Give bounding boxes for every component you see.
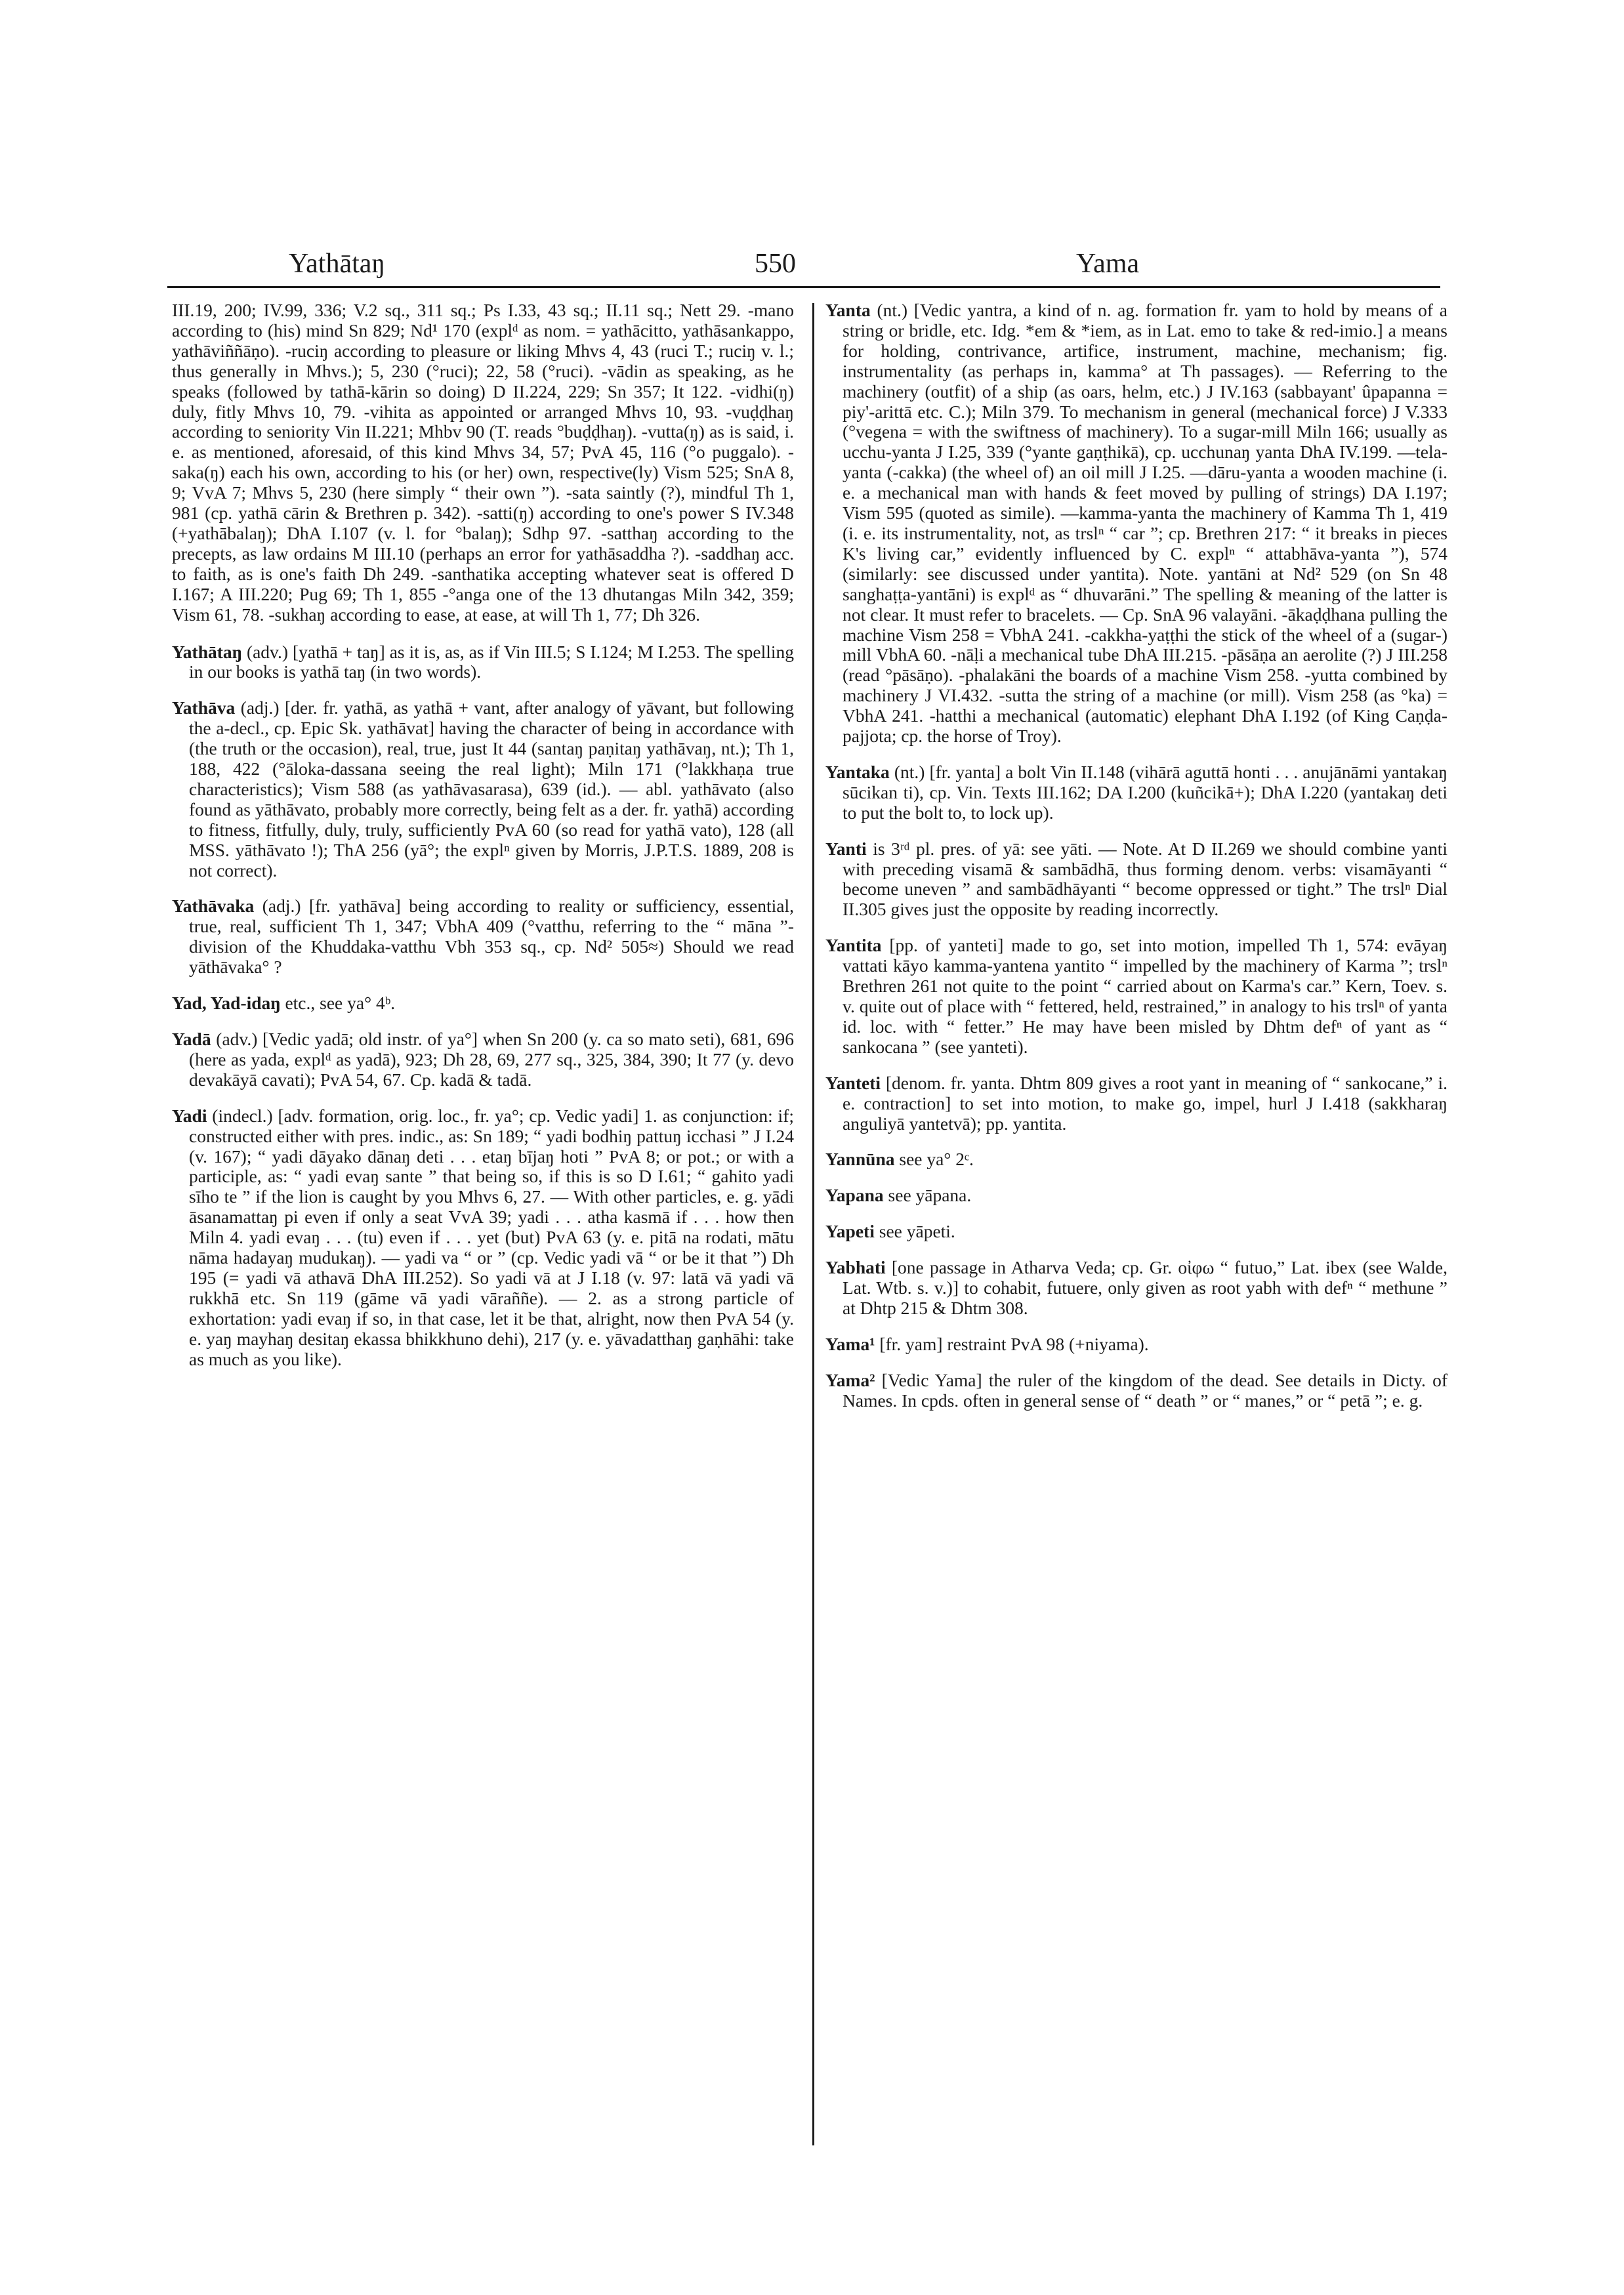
left-running-headword: Yathātaŋ <box>289 249 386 279</box>
entry-headword: Yama² <box>825 1369 875 1390</box>
entry-headword: Yanta <box>825 300 871 320</box>
entry-headword: Yathātaŋ <box>172 641 242 662</box>
entry-headword: Yad, Yad-idaŋ <box>172 993 281 1014</box>
entry-headword: Yadā <box>172 1029 211 1049</box>
entry-headword: Yapana <box>825 1185 884 1206</box>
entry-headword: Yathāvaka <box>172 896 255 917</box>
right-running-headword: Yama <box>1076 249 1140 279</box>
dictionary-entry <box>172 1029 794 1090</box>
dictionary-entry <box>825 1258 1447 1319</box>
entry-text: (nt.) [fr. yanta] a bolt Vin II.148 (vihārā aguttā honti . . . anujānāmi yantakaŋ sūcikan ti), cp. Vin. Texts III.162; DA I.200 (kuñcikā+); DhA I.220 (yantakaŋ deti to put the bolt to, to lock up). <box>843 761 1448 823</box>
entry-headword: Yanteti <box>825 1072 881 1093</box>
page-number: 550 <box>755 249 796 279</box>
entry-headword: Yanti <box>825 838 867 859</box>
dictionary-entry <box>172 642 794 683</box>
entry-headword: Yapeti <box>825 1221 875 1242</box>
dictionary-entry <box>825 1073 1447 1134</box>
entry-text: is 3ʳᵈ pl. pres. of yā: see yāti. — Note. At D II.269 we should combine yanti with preceding visamā & sambādhā, thus forming denom. verbs: visamāyanti “ become uneven ” and sambādhāyanti “ become oppressed or tight.” The trslⁿ Dial II.305 gives just the opposite by reading incorrectly. <box>843 838 1447 920</box>
entry-headword: Yannūna <box>825 1149 895 1170</box>
dictionary-entry <box>172 993 794 1014</box>
dictionary-entry <box>825 839 1447 920</box>
entry-text: etc., see ya° 4ᵇ. <box>285 993 396 1014</box>
header-rule <box>167 286 1440 288</box>
entry-text: (adj.) [der. fr. yathā, as yathā + vant, after analogy of yāvant, but following the a-decl., cp. Epic Sk. yathāvat] having the character of being in accordance with (the truth or the occasion), real, true, just It 44 (santaŋ paṇitaŋ yathāvaŋ, nt.); Th 1, 188, 422 (°āloka-dassana seeing the real light); Miln 171 (°lakkhaṇa true characteristics); Vism 588 (as yathāvasarasa), 639 (id.). — abl. yathāvato (also found as yāthāvato, probably more correctly, being felt as a der. fr. yathā) according to fitness, fitfully, duly, truly, sufficiently PvA 60 (so read for yathā vato), 128 (all MSS. yāthāvato !); ThA 256 (yā°; the explⁿ given by Morris, J.P.T.S. 1889, 208 is not correct). <box>189 697 795 880</box>
entry-text: (indecl.) [adv. formation, orig. loc., fr. ya°; cp. Vedic yadi] 1. as conjunction: if; constructed either with pres. indic., as: Sn 189; “ yadi bodhiŋ pattuŋ icchasi ” J I.24 (v. 167); “ yadi dāyako dānaŋ deti . . . etaŋ bījaŋ hoti ” PvA 8; or pot.; or with a participle, as: “ yadi evaŋ sante ” that being so, if this is so D I.61; “ gahito yadi sīho te ” if the lion is caught by you Mhvs 6, 27. — With other particles, e. g. yādi āsanamattaŋ pi even if only a seat VvA 39; yadi . . . atha kasmā if . . . how then Miln 4. yadi evaŋ . . . (tu) even if . . . yet (but) PvA 63 (y. e. pitā na rodati, mātu nāma hadayaŋ mudukaŋ). — yadi va “ or ” (cp. Vedic yadi vā “ or be it that ”) Dh 195 (= yadi vā athavā DhA III.252). So yadi vā at J I.18 (v. 97: latā vā yadi vā rukkhā etc. Sn 119 (gāme vā yadi vāraññe). — 2. as a strong particle of exhortation: yadi evaŋ if so, in that case, let it be that, alright, now then PvA 54 (y. e. yaŋ mayhaŋ desitaŋ ekassa bhikkhuno dehi), 217 (y. e. yāvadatthaŋ gaṇhāhi: take as much as you like). <box>189 1105 794 1369</box>
dictionary-entry <box>825 1334 1447 1355</box>
entry-text: [pp. of yanteti] made to go, set into motion, impelled Th 1, 574: evāyaŋ vattati kāyo kamma-yantena yantito “ impelled by the machinery of Karma ”; trslⁿ Brethren 261 not quite to the point “ carried about on Karma's car.” Kern, Toev. s. v. quite out of place with “ fettered, held, restrained,” in analogy to his trslⁿ of yanta id. loc. with “ fetter.” He may have been misled by Dhtm defⁿ of yant as “ sankocana ” (see yanteti). <box>843 935 1447 1057</box>
page-header <box>164 244 1444 290</box>
dictionary-entry <box>172 1106 794 1370</box>
entry-text: III.19, 200; IV.99, 336; V.2 sq., 311 sq.; Ps I.33, 43 sq.; II.11 sq.; Nett 29. -mano according to (his) mind Sn 829; Nd¹ 170 (explᵈ as nom. = yathācitto, yathāsankappo, yathāviññāṇo). -ruciŋ according to pleasure or liking Mhvs 4, 43 (ruci T.; ruciŋ v. l.; thus generally in Mhvs.); 5, 230 (°ruci); 22, 58 (°ruci). -vādin as speaking, as he speaks (followed by tathā-kārin so doing) D II.224, 229; Sn 357; It 122. -vidhi(ŋ) duly, fitly Mhvs 10, 79. -vihita as appointed or arranged Mhvs 10, 93. -vuḍḍhaŋ according to seniority Vin II.221; Mhbv 90 (T. reads °buḍḍhaŋ). -vutta(ŋ) as is said, i. e. as mentioned, aforesaid, of this kind Mhvs 34, 57; PvA 45, 116 (°o puggalo). -saka(ŋ) each his own, according to his (or her) own, respective(ly) Vism 525; SnA 8, 9; VvA 7; Mhvs 5, 230 (here simply “ their own ”). -sata saintly (?), mindful Th 1, 981 (cp. yathā cārin & Brethren p. 342). -satti(ŋ) according to one's power S IV.348 (+yathābalaŋ); DhA I.107 (v. l. for °balaŋ); Sdhp 97. -satthaŋ according to the precepts, as law ordains M III.10 (perhaps an error for yathāsaddha ?). -saddhaŋ acc. to faith, as is one's faith Dh 249. -santhatika accepting whatever seat is offered D I.167; A III.220; Pug 69; Th 1, 855 -°anga one of the 13 dhutangas Miln 342, 359; Vism 61, 78. -sukhaŋ according to ease, at ease, at will Th 1, 77; Dh 326. <box>172 300 794 625</box>
entry-text: [Vedic Yama] the ruler of the kingdom of the dead. See details in Dicty. of Names. In cpds. often in general sense of “ death ” or “ manes,” or “ petā ”; e. g. <box>843 1369 1448 1411</box>
entry-text: [fr. yam] restraint PvA 98 (+niyama). <box>879 1333 1149 1354</box>
entry-text: see ya° 2ᶜ. <box>899 1149 974 1170</box>
left-column <box>172 300 794 1370</box>
dictionary-entry <box>172 896 794 978</box>
entry-text: [denom. fr. yanta. Dhtm 809 gives a root yant in meaning of “ sankocane,” i. e. contraction] to set into motion, to make go, impel, hurl J I.418 (sakkharaŋ anguliyā yantetvā); pp. yantita. <box>843 1072 1447 1134</box>
entry-headword: Yabhati <box>825 1257 886 1278</box>
right-column <box>825 300 1447 1411</box>
dictionary-entry <box>825 1149 1447 1170</box>
dictionary-entry-continuation <box>172 300 794 625</box>
dictionary-entry <box>825 762 1447 823</box>
dictionary-entry <box>825 1186 1447 1206</box>
entry-headword: Yathāva <box>172 697 236 718</box>
entry-text: (adv.) [Vedic yadā; old instr. of ya°] when Sn 200 (y. ca so mato seti), 681, 696 (here as yada, explᵈ as yadā), 923; Dh 28, 69, 277 sq., 325, 384, 390; It 77 (y. devo devakāyā cavati); PvA 54, 67. Cp. kadā & tadā. <box>189 1029 794 1090</box>
entry-headword: Yadi <box>172 1105 207 1126</box>
entry-text: (nt.) [Vedic yantra, a kind of n. ag. formation fr. yam to hold by means of a string or bridle, etc. Idg. *em & *iem, as in Lat. emo to take & red-imio.] a means for holding, contrivance, artifice, instrument, machine, mechanism; fig. instrumentality (as perhaps in, kamma° at Th passages). — Referring to the machinery (outfit) of a ship (as oars, helm, etc.) J IV.163 (sabbayant' ûpapanna = piy'-arittā etc. C.); Miln 379. To mechanism in general (mechanical force) J V.333 (°vegena = with the swiftness of machinery). To a sugar-mill Miln 166; usually as ucchu-yanta J I.25, 339 (°yante gaṇṭhikā), cp. ucchunaŋ yanta DhA IV.199. —tela-yanta (-cakka) (the wheel of) an oil mill J I.25. —dāru-yanta a wooden machine (i. e. a mechanical man with hands & feet moved by pulling of strings) DA I.197; Vism 595 (quoted as simile). —kamma-yanta the machinery of Kamma Th 1, 419 (i. e. its instrumentality, not, as trslⁿ “ car ”; cp. Brethren 217: “ it breaks in pieces K's living car,” evidently influenced by C. explⁿ “ attabhāva-yanta ”), 574 (similarly: see discussed under yantita). Note. yantāni at Nd² 529 (on Sn 48 sanghaṭṭa-yantāni) is explᵈ as “ dhuvarāni.” The spelling & meaning of the latter is not clear. It must refer to bracelets. — Cp. SnA 96 valayāni. -ākaḍḍhana pulling the machine Vism 258 = VbhA 241. -cakkha-yaṭṭhi the stick of the wheel of a (sugar-) mill VbhA 60. -nāḷi a mechanical tube DhA III.215. -pāsāṇa an aerolite (?) J III.258 (read °pāsāṇo). -phalakāni the boards of a machine Vism 258. -yutta combined by machinery J VI.432. -sutta the string of a machine (or mill). Vism 258 (as °ka) = VbhA 241. -hatthi a mechanical (automatic) elephant DhA I.192 (of King Caṇḍa-pajjota; cp. the horse of Troy). <box>843 300 1447 747</box>
entry-headword: Yantita <box>825 935 882 956</box>
dictionary-entry <box>825 1371 1447 1411</box>
entry-text: see yāpana. <box>888 1185 972 1206</box>
dictionary-entry <box>172 698 794 880</box>
entry-headword: Yama¹ <box>825 1333 875 1354</box>
entry-text: (adj.) [fr. yathāva] being according to reality or sufficiency, essential, true, real, sufficient Th 1, 347; VbhA 409 (°vatthu, referring to the “ māna ”-division of the Khuddaka-vatthu Vbh 353 sq., cp. Nd² 505≈) Should we read yāthāvaka° ? <box>189 896 794 978</box>
column-divider <box>812 303 814 2145</box>
dictionary-entry <box>825 936 1447 1057</box>
entry-text: [one passage in Atharva Veda; cp. Gr. οἰφω “ futuo,” Lat. ibex (see Walde, Lat. Wtb. s. v.)] to cohabit, futuere, only given as root yabh with defⁿ “ methune ” at Dhtp 215 & Dhtm 308. <box>843 1257 1447 1318</box>
dictionary-entry <box>825 1222 1447 1242</box>
entry-text: (adv.) [yathā + taŋ] as it is, as, as if Vin III.5; S I.124; M I.253. The spelling in our books is yathā taŋ (in two words). <box>189 641 795 682</box>
entry-text: see yāpeti. <box>879 1221 955 1242</box>
entry-headword: Yantaka <box>825 761 890 782</box>
dictionary-entry <box>825 300 1447 747</box>
